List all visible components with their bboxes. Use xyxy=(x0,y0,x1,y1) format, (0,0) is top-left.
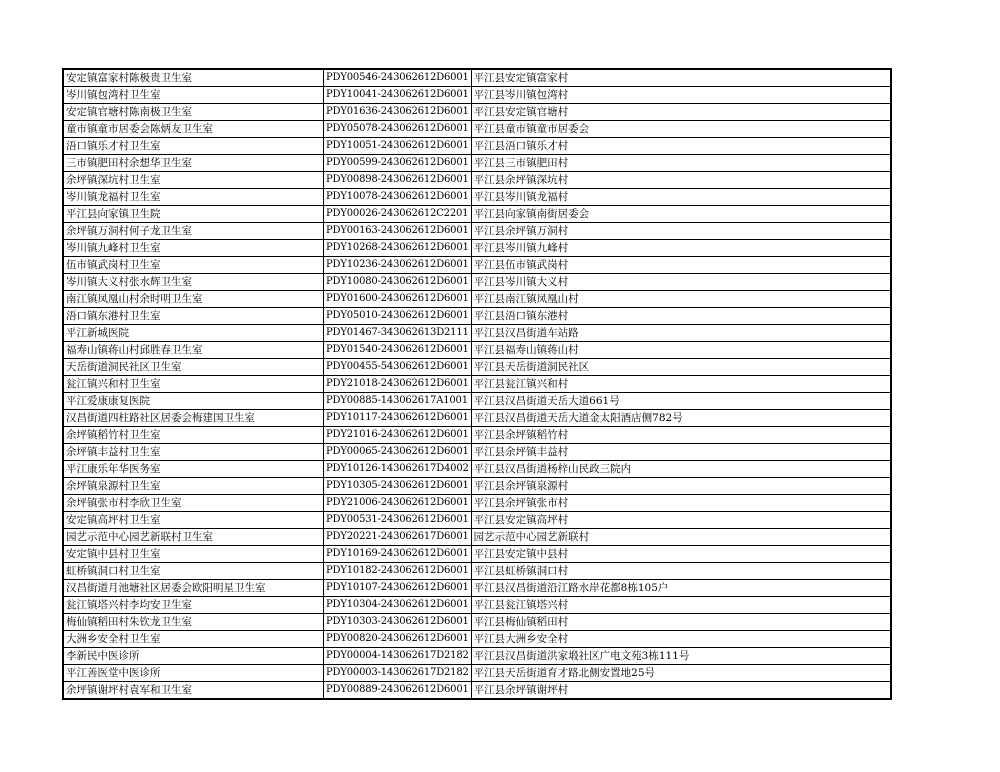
address-cell: 平江县汉昌街道杨梓山民政三院内 xyxy=(471,461,891,478)
registration-code-cell: PDY00889-243062612D6001 xyxy=(324,682,472,700)
table-row xyxy=(63,665,891,682)
institution-name-cell: 余坪镇谢坪村袁军和卫生室 xyxy=(63,682,324,700)
address-cell: 平江县浯口镇东港村 xyxy=(471,308,891,325)
address-cell: 平江县虹桥镇洞口村 xyxy=(471,563,891,580)
table-row xyxy=(63,206,891,223)
table-row xyxy=(63,427,891,444)
address-cell: 平江县梅仙镇稻田村 xyxy=(471,614,891,631)
table-row xyxy=(63,240,891,257)
registration-code-cell: PDY00003-143062617D2182 xyxy=(324,665,472,682)
institution-name-cell: 岑川镇包湾村卫生室 xyxy=(63,87,324,104)
registration-code-cell: PDY00531-243062612D6001 xyxy=(324,512,472,529)
registration-code-cell: PDY10303-243062612D6001 xyxy=(324,614,472,631)
institution-name-cell: 瓮江镇塔兴村李均安卫生室 xyxy=(63,597,324,614)
address-cell: 平江县三市镇肥田村 xyxy=(471,155,891,172)
table-row xyxy=(63,512,891,529)
address-cell: 平江县安定镇富家村 xyxy=(471,69,891,87)
table-row xyxy=(63,138,891,155)
registration-code-cell: PDY21016-243062612D6001 xyxy=(324,427,472,444)
address-cell: 平江县岑川镇龙福村 xyxy=(471,189,891,206)
registration-code-cell: PDY10117-243062612D6001 xyxy=(324,410,472,427)
institution-table xyxy=(62,68,892,700)
table-row xyxy=(63,104,891,121)
address-cell: 平江县岑川镇包湾村 xyxy=(471,87,891,104)
table-row xyxy=(63,478,891,495)
institution-name-cell: 瓮江镇兴和村卫生室 xyxy=(63,376,324,393)
registration-code-cell: PDY10182-243062612D6001 xyxy=(324,563,472,580)
registration-code-cell: PDY00898-243062612D6001 xyxy=(324,172,472,189)
table-row xyxy=(63,580,891,597)
registration-code-cell: PDY21018-243062612D6001 xyxy=(324,376,472,393)
address-cell: 平江县瓮江镇兴和村 xyxy=(471,376,891,393)
institution-name-cell: 余坪镇万洞村何子龙卫生室 xyxy=(63,223,324,240)
institution-name-cell: 天岳街道洞民社区卫生室 xyxy=(63,359,324,376)
registration-code-cell: PDY10080-243062612D6001 xyxy=(324,274,472,291)
registration-code-cell: PDY00004-143062617D2182 xyxy=(324,648,472,665)
table-row xyxy=(63,444,891,461)
address-cell: 平江县汉昌街道车站路 xyxy=(471,325,891,342)
institution-name-cell: 梅仙镇稻田村朱钦龙卫生室 xyxy=(63,614,324,631)
table-row xyxy=(63,325,891,342)
institution-name-cell: 余坪镇泉源村卫生室 xyxy=(63,478,324,495)
institution-name-cell: 园艺示范中心园艺新联村卫生室 xyxy=(63,529,324,546)
address-cell: 平江县安定镇官塘村 xyxy=(471,104,891,121)
table-row xyxy=(63,172,891,189)
institution-name-cell: 汉昌街道四柱路社区居委会梅建国卫生室 xyxy=(63,410,324,427)
address-cell: 平江县安定镇高坪村 xyxy=(471,512,891,529)
address-cell: 平江县汉昌街道天岳大道661号 xyxy=(471,393,891,410)
registration-code-cell: PDY01467-343062613D2111 xyxy=(324,325,472,342)
address-cell: 平江县大洲乡安全村 xyxy=(471,631,891,648)
registration-code-cell: PDY00163-243062612D6001 xyxy=(324,223,472,240)
table-row xyxy=(63,155,891,172)
table-row xyxy=(63,614,891,631)
institution-name-cell: 平江爱康康复医院 xyxy=(63,393,324,410)
registration-code-cell: PDY20221-243062617D6001 xyxy=(324,529,472,546)
institution-name-cell: 三市镇肥田村余想华卫生室 xyxy=(63,155,324,172)
institution-name-cell: 余坪镇稻竹村卫生室 xyxy=(63,427,324,444)
registration-code-cell: PDY00065-243062612D6001 xyxy=(324,444,472,461)
institution-name-cell: 平江康乐年华医务室 xyxy=(63,461,324,478)
table-row xyxy=(63,546,891,563)
address-cell: 平江县南江镇凤凰山村 xyxy=(471,291,891,308)
registration-code-cell: PDY10041-243062612D6001 xyxy=(324,87,472,104)
registration-code-cell: PDY00885-143062617A1001 xyxy=(324,393,472,410)
registration-code-cell: PDY05010-243062612D6001 xyxy=(324,308,472,325)
address-cell: 平江县岑川镇大义村 xyxy=(471,274,891,291)
registration-code-cell: PDY01540-243062612D6001 xyxy=(324,342,472,359)
institution-name-cell: 虹桥镇洞口村卫生室 xyxy=(63,563,324,580)
table-row xyxy=(63,342,891,359)
address-cell: 园艺示范中心园艺新联村 xyxy=(471,529,891,546)
address-cell: 平江县福寿山镇蒋山村 xyxy=(471,342,891,359)
registration-code-cell: PDY01600-243062612D6001 xyxy=(324,291,472,308)
registration-code-cell: PDY01636-243062612D6001 xyxy=(324,104,472,121)
table-row xyxy=(63,529,891,546)
address-cell: 平江县余坪镇稻竹村 xyxy=(471,427,891,444)
institution-name-cell: 岑川镇龙福村卫生室 xyxy=(63,189,324,206)
institution-name-cell: 安定镇官塘村陈南极卫生室 xyxy=(63,104,324,121)
institution-name-cell: 余坪镇张市村李欣卫生室 xyxy=(63,495,324,512)
institution-name-cell: 安定镇富家村陈极贵卫生室 xyxy=(63,69,324,87)
registration-code-cell: PDY10305-243062612D6001 xyxy=(324,478,472,495)
registration-code-cell: PDY00455-543062612D6001 xyxy=(324,359,472,376)
institution-name-cell: 福寿山镇蒋山村邱胜春卫生室 xyxy=(63,342,324,359)
address-cell: 平江县汉昌街道洪家塅社区广电文苑3栋111号 xyxy=(471,648,891,665)
table-row xyxy=(63,69,891,87)
registration-code-cell: PDY00820-243062612D6001 xyxy=(324,631,472,648)
table-row xyxy=(63,631,891,648)
registration-code-cell: PDY10078-243062612D6001 xyxy=(324,189,472,206)
table-row xyxy=(63,308,891,325)
institution-name-cell: 李新民中医诊所 xyxy=(63,648,324,665)
address-cell: 平江县汉昌街道沿江路水岸花都8栋105户 xyxy=(471,580,891,597)
address-cell: 平江县汉昌街道天岳大道金太阳酒店侧782号 xyxy=(471,410,891,427)
table-row xyxy=(63,359,891,376)
institution-name-cell: 浯口镇乐才村卫生室 xyxy=(63,138,324,155)
table-row xyxy=(63,461,891,478)
institution-name-cell: 余坪镇深坑村卫生室 xyxy=(63,172,324,189)
address-cell: 平江县余坪镇张市村 xyxy=(471,495,891,512)
address-cell: 平江县余坪镇丰益村 xyxy=(471,444,891,461)
registration-code-cell: PDY10051-243062612D6001 xyxy=(324,138,472,155)
table-row xyxy=(63,376,891,393)
registration-code-cell: PDY10126-143062617D4002 xyxy=(324,461,472,478)
table-row xyxy=(63,682,891,700)
institution-name-cell: 岑川镇九峰村卫生室 xyxy=(63,240,324,257)
table-row xyxy=(63,257,891,274)
address-cell: 平江县伍市镇武岗村 xyxy=(471,257,891,274)
institution-name-cell: 安定镇中县村卫生室 xyxy=(63,546,324,563)
registration-code-cell: PDY00599-243062612D6001 xyxy=(324,155,472,172)
table-row xyxy=(63,393,891,410)
registration-code-cell: PDY10236-243062612D6001 xyxy=(324,257,472,274)
institution-table-body xyxy=(63,69,891,699)
table-row xyxy=(63,597,891,614)
table-row xyxy=(63,189,891,206)
table-row xyxy=(63,223,891,240)
registration-code-cell: PDY05078-243062612D6001 xyxy=(324,121,472,138)
table-row xyxy=(63,291,891,308)
address-cell: 平江县岑川镇九峰村 xyxy=(471,240,891,257)
address-cell: 平江县天岳街道洞民社区 xyxy=(471,359,891,376)
table-row xyxy=(63,563,891,580)
registration-code-cell: PDY10107-243062612D6001 xyxy=(324,580,472,597)
table-row xyxy=(63,648,891,665)
table-row xyxy=(63,121,891,138)
address-cell: 平江县安定镇中县村 xyxy=(471,546,891,563)
institution-name-cell: 平江县向家镇卫生院 xyxy=(63,206,324,223)
institution-name-cell: 浯口镇东港村卫生室 xyxy=(63,308,324,325)
address-cell: 平江县童市镇童市居委会 xyxy=(471,121,891,138)
institution-name-cell: 岑川镇大义村张水辉卫生室 xyxy=(63,274,324,291)
registration-code-cell: PDY21006-243062612D6001 xyxy=(324,495,472,512)
institution-name-cell: 平江新城医院 xyxy=(63,325,324,342)
registration-code-cell: PDY00546-243062612D6001 xyxy=(324,69,472,87)
registration-code-cell: PDY00026-243062612C2201 xyxy=(324,206,472,223)
institution-name-cell: 平江善医堂中医诊所 xyxy=(63,665,324,682)
address-cell: 平江县向家镇南街居委会 xyxy=(471,206,891,223)
institution-name-cell: 安定镇高坪村卫生室 xyxy=(63,512,324,529)
address-cell: 平江县瓮江镇塔兴村 xyxy=(471,597,891,614)
table-row xyxy=(63,274,891,291)
table-row xyxy=(63,410,891,427)
table-row xyxy=(63,495,891,512)
registration-code-cell: PDY10304-243062612D6001 xyxy=(324,597,472,614)
institution-name-cell: 大洲乡安全村卫生室 xyxy=(63,631,324,648)
institution-name-cell: 余坪镇丰益村卫生室 xyxy=(63,444,324,461)
registration-code-cell: PDY10268-243062612D6001 xyxy=(324,240,472,257)
address-cell: 平江县余坪镇谢坪村 xyxy=(471,682,891,700)
institution-name-cell: 南江镇凤凰山村余时明卫生室 xyxy=(63,291,324,308)
institution-name-cell: 汉昌街道月池塘社区居委会欧阳明星卫生室 xyxy=(63,580,324,597)
institution-name-cell: 童市镇童市居委会陈炳友卫生室 xyxy=(63,121,324,138)
address-cell: 平江县余坪镇泉源村 xyxy=(471,478,891,495)
address-cell: 平江县余坪镇深坑村 xyxy=(471,172,891,189)
address-cell: 平江县浯口镇乐才村 xyxy=(471,138,891,155)
registration-code-cell: PDY10169-243062612D6001 xyxy=(324,546,472,563)
table-row xyxy=(63,87,891,104)
institution-name-cell: 伍市镇武岗村卫生室 xyxy=(63,257,324,274)
address-cell: 平江县天岳街道育才路北侧安置地25号 xyxy=(471,665,891,682)
address-cell: 平江县余坪镇万洞村 xyxy=(471,223,891,240)
